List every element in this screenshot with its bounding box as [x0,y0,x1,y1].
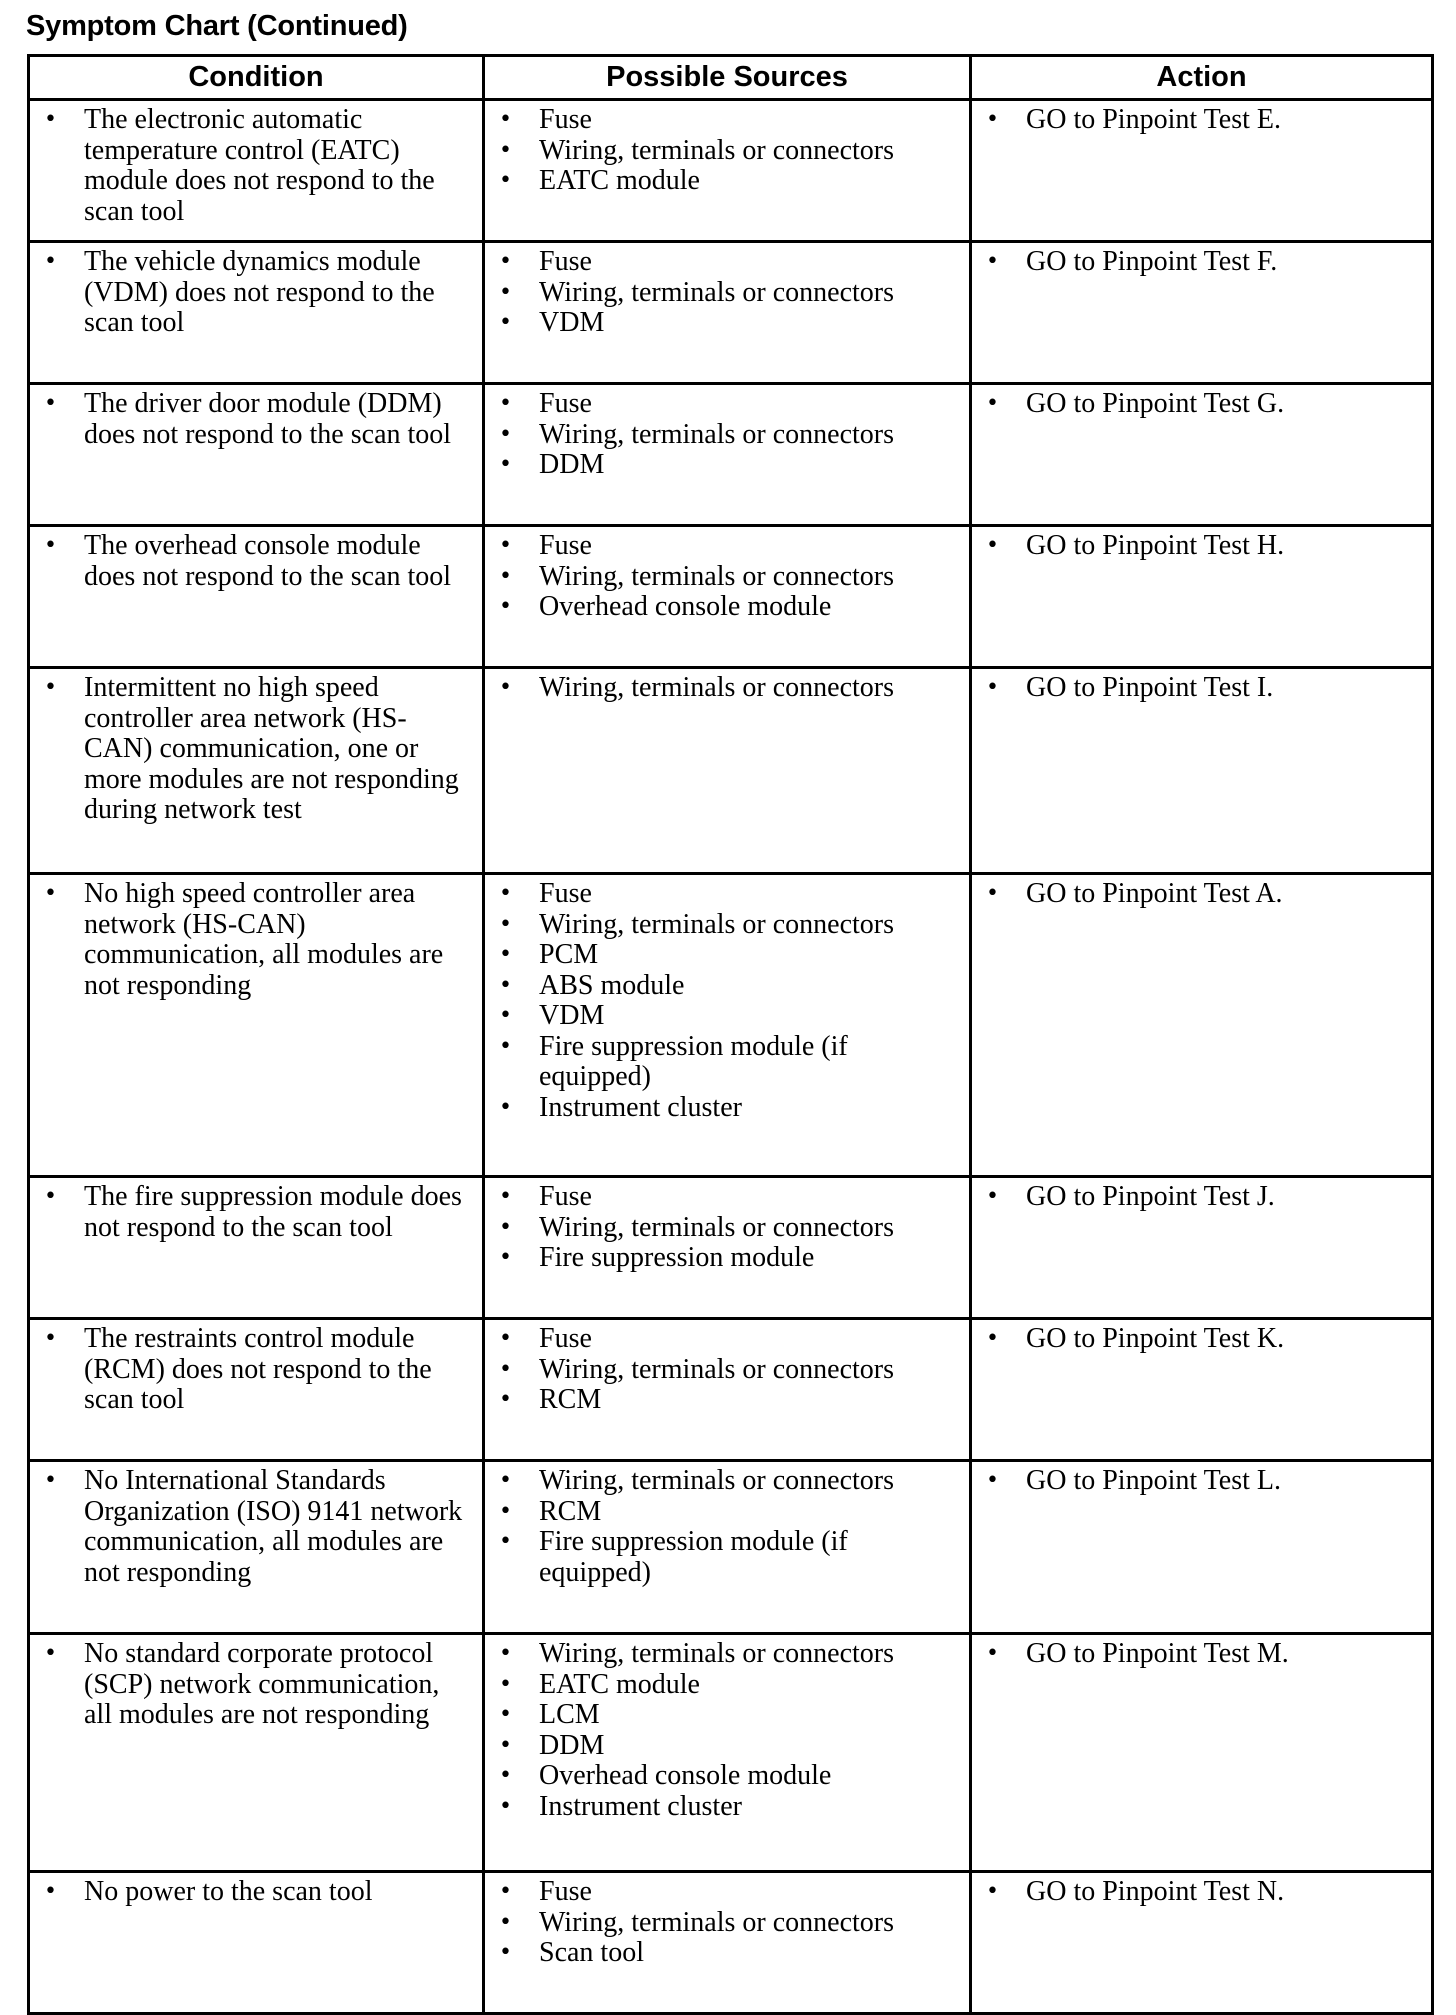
list-item: • Scan tool [495,1938,961,1969]
table-row [29,1319,1433,1461]
bullet-list [982,1877,1423,1908]
bullet-list [495,531,961,623]
table-row [29,526,1433,668]
list-item: • Fire suppression module (if equipped) [495,1032,961,1093]
condition-cell [29,1634,484,1872]
list-item: • VDM [495,308,961,339]
bullet-list [40,1182,474,1243]
list-item: • Instrument cluster [495,1093,961,1124]
list-item: • The fire suppression module does not respond to the scan tool [40,1182,474,1243]
table-row [29,668,1433,874]
condition-cell [29,668,484,874]
list-item: • DDM [495,450,961,481]
bullet-list [495,389,961,481]
bullet-list [495,1466,961,1588]
list-item: • The overhead console module does not respond to the scan tool [40,531,474,592]
column-header-condition: Condition [29,56,484,100]
list-item: • Fuse [495,531,961,562]
list-item: • RCM [495,1385,961,1416]
bullet-list [495,673,961,704]
action-cell [971,242,1433,384]
condition-cell [29,100,484,242]
condition-cell [29,874,484,1177]
list-item: • Fuse [495,1877,961,1908]
condition-cell [29,1461,484,1634]
possible-sources-cell [484,1634,971,1872]
condition-cell [29,242,484,384]
header-row [29,56,1433,100]
possible-sources-cell [484,1461,971,1634]
list-item: • GO to Pinpoint Test M. [982,1639,1423,1670]
action-cell [971,874,1433,1177]
table-row [29,242,1433,384]
action-cell [971,526,1433,668]
action-cell [971,1461,1433,1634]
condition-cell [29,1177,484,1319]
list-item: • Fuse [495,105,961,136]
list-item: • No standard corporate protocol (SCP) network communication, all modules are not responding [40,1639,474,1731]
list-item: • PCM [495,940,961,971]
bullet-list [982,879,1423,910]
table-body [29,100,1433,2014]
list-item: • RCM [495,1497,961,1528]
possible-sources-cell [484,1319,971,1461]
list-item: • GO to Pinpoint Test H. [982,531,1423,562]
list-item: • ABS module [495,971,961,1002]
action-cell [971,384,1433,526]
list-item: • Wiring, terminals or connectors [495,136,961,167]
bullet-list [495,1324,961,1416]
possible-sources-cell [484,1872,971,2014]
list-item: • Wiring, terminals or connectors [495,910,961,941]
chart-title: Symptom Chart (Continued) [26,10,408,42]
table-row [29,1872,1433,2014]
bullet-list [982,1182,1423,1213]
condition-cell [29,526,484,668]
list-item: • EATC module [495,1670,961,1701]
list-item: • Instrument cluster [495,1792,961,1823]
list-item: • Fuse [495,879,961,910]
list-item: • Wiring, terminals or connectors [495,278,961,309]
bullet-list [982,673,1423,704]
possible-sources-cell [484,668,971,874]
bullet-list [40,673,474,826]
list-item: • GO to Pinpoint Test J. [982,1182,1423,1213]
list-item: • Intermittent no high speed controller area network (HS-CAN) communication, one or more modules are not responding during network test [40,673,474,826]
list-item: • GO to Pinpoint Test L. [982,1466,1423,1497]
bullet-list [495,1639,961,1822]
list-item: • GO to Pinpoint Test A. [982,879,1423,910]
bullet-list [495,247,961,339]
list-item: • GO to Pinpoint Test F. [982,247,1423,278]
condition-cell [29,384,484,526]
possible-sources-cell [484,100,971,242]
list-item: • Fire suppression module [495,1243,961,1274]
list-item: • Fire suppression module (if equipped) [495,1527,961,1588]
list-item: • Wiring, terminals or connectors [495,562,961,593]
list-item: • No power to the scan tool [40,1877,474,1908]
bullet-list [982,1466,1423,1497]
bullet-list [40,247,474,339]
action-cell [971,1872,1433,2014]
bullet-list [40,1639,474,1731]
action-cell [971,1634,1433,1872]
table-row [29,1177,1433,1319]
list-item: • Wiring, terminals or connectors [495,1213,961,1244]
list-item: • The vehicle dynamics module (VDM) does not respond to the scan tool [40,247,474,339]
list-item: • The driver door module (DDM) does not respond to the scan tool [40,389,474,450]
bullet-list [495,1182,961,1274]
symptom-chart-table [27,54,1434,2015]
bullet-list [40,389,474,450]
list-item: • Wiring, terminals or connectors [495,1355,961,1386]
action-cell [971,100,1433,242]
list-item: • Overhead console module [495,592,961,623]
table-row [29,874,1433,1177]
bullet-list [982,531,1423,562]
list-item: • No high speed controller area network (HS-CAN) communication, all modules are not responding [40,879,474,1001]
action-cell [971,668,1433,874]
bullet-list [982,1324,1423,1355]
list-item: • Wiring, terminals or connectors [495,420,961,451]
list-item: • DDM [495,1731,961,1762]
table-row [29,100,1433,242]
bullet-list [982,247,1423,278]
bullet-list [40,105,474,227]
column-header-action: Action [971,56,1433,100]
table-row [29,1634,1433,1872]
list-item: • EATC module [495,166,961,197]
possible-sources-cell [484,526,971,668]
bullet-list [40,879,474,1001]
list-item: • GO to Pinpoint Test K. [982,1324,1423,1355]
possible-sources-cell [484,874,971,1177]
list-item: • The restraints control module (RCM) does not respond to the scan tool [40,1324,474,1416]
possible-sources-cell [484,384,971,526]
action-cell [971,1177,1433,1319]
table-row [29,384,1433,526]
list-item: • Fuse [495,1182,961,1213]
list-item: • The electronic automatic temperature control (EATC) module does not respond to the scan tool [40,105,474,227]
bullet-list [982,389,1423,420]
bullet-list [40,1324,474,1416]
list-item: • GO to Pinpoint Test G. [982,389,1423,420]
list-item: • GO to Pinpoint Test N. [982,1877,1423,1908]
bullet-list [982,105,1423,136]
list-item: • Fuse [495,247,961,278]
list-item: • GO to Pinpoint Test I. [982,673,1423,704]
bullet-list [495,1877,961,1969]
list-item: • Fuse [495,1324,961,1355]
bullet-list [40,1877,474,1908]
bullet-list [40,531,474,592]
bullet-list [495,879,961,1123]
list-item: • Wiring, terminals or connectors [495,1908,961,1939]
list-item: • No International Standards Organization (ISO) 9141 network communication, all modules are not responding [40,1466,474,1588]
possible-sources-cell [484,1177,971,1319]
condition-cell [29,1872,484,2014]
list-item: • VDM [495,1001,961,1032]
column-header-possible-sources: Possible Sources [484,56,971,100]
action-cell [971,1319,1433,1461]
list-item: • LCM [495,1700,961,1731]
table-row [29,1461,1433,1634]
bullet-list [495,105,961,197]
list-item: • GO to Pinpoint Test E. [982,105,1423,136]
condition-cell [29,1319,484,1461]
bullet-list [982,1639,1423,1670]
list-item: • Wiring, terminals or connectors [495,1639,961,1670]
list-item: • Fuse [495,389,961,420]
list-item: • Wiring, terminals or connectors [495,1466,961,1497]
list-item: • Overhead console module [495,1761,961,1792]
possible-sources-cell [484,242,971,384]
bullet-list [40,1466,474,1588]
list-item: • Wiring, terminals or connectors [495,673,961,704]
